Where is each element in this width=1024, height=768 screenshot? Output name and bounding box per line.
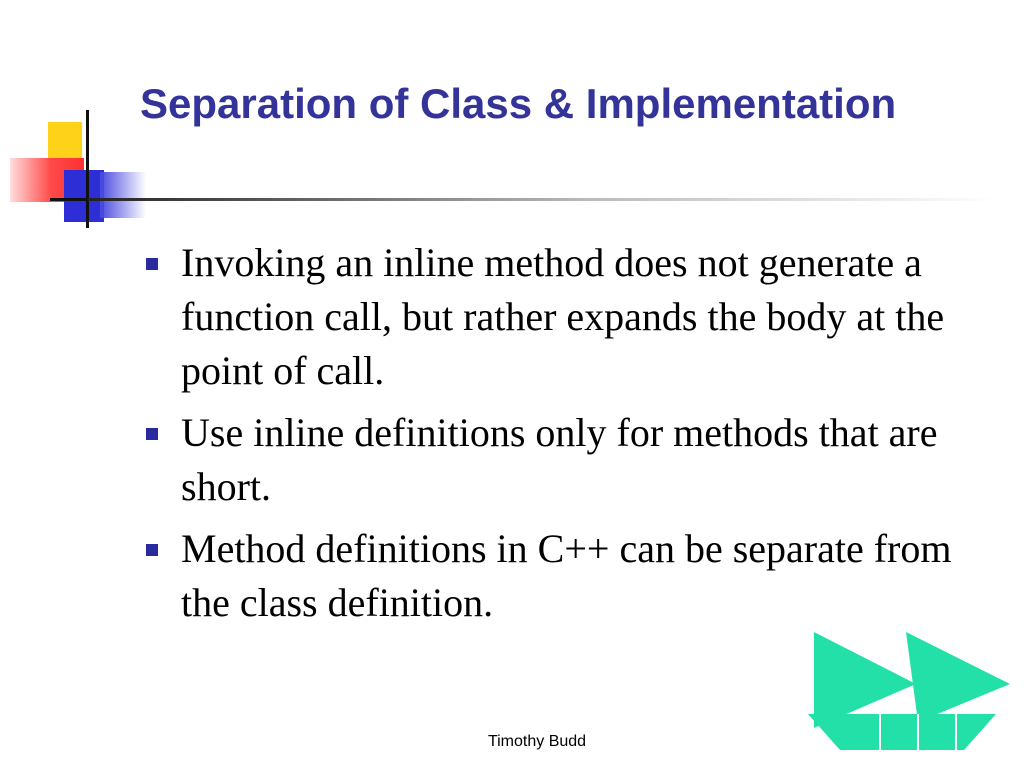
logo-vertical-line [86, 110, 89, 228]
sailboat-icon [806, 632, 1016, 762]
title-underline [88, 198, 1000, 201]
slide-title: Separation of Class & Implementation [140, 80, 897, 127]
boat-hull [808, 714, 996, 750]
bullet-square-icon [146, 544, 158, 556]
bullet-item-1 [140, 236, 1000, 398]
blue-square [64, 170, 104, 222]
boat-sail-right [906, 632, 1010, 722]
logo-horizontal-line [50, 198, 88, 201]
footer-author: Timothy Budd [487, 733, 587, 750]
bullet-item-2 [140, 406, 1000, 514]
bullet-square-icon [146, 428, 158, 440]
bullet-item-3 [140, 522, 1000, 630]
bullet-text: Use inline definitions only for methods that are short. [181, 410, 938, 509]
boat-sail-left [814, 632, 916, 728]
bullet-text: Invoking an inline method does not generate a function call, but rather expands the body at the point of call. [181, 240, 945, 393]
blue-fade-square [100, 172, 146, 218]
bullet-text: Method definitions in C++ can be separate from the class definition. [181, 526, 952, 625]
bullet-list [140, 236, 1000, 638]
bullet-square-icon [146, 258, 158, 270]
colored-squares-logo-icon [0, 100, 150, 235]
